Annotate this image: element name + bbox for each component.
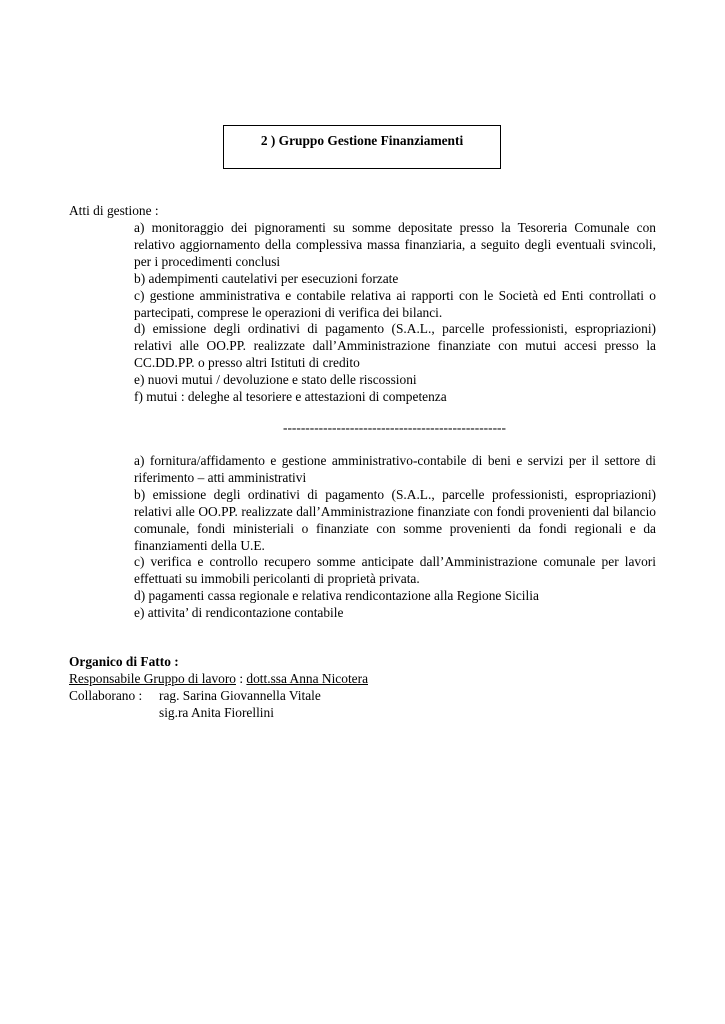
atti-label: Atti di gestione : xyxy=(69,203,159,218)
organico-heading: Organico di Fatto : xyxy=(69,654,179,669)
title-box xyxy=(223,125,501,169)
section2-item: b) emissione degli ordinativi di pagamento (S.A.L., parcelle professionisti, espropriazioni) relativi alle OO.PP. realizzate dall’Amministrazione finanziate con fondi provenienti dal bilancio comunale, fondi ministeriali o finanziate con somme provenienti da fondi regionali e da finanziamenti della U.E. xyxy=(134,486,656,553)
section2-list xyxy=(134,453,656,622)
responsabile-line xyxy=(69,671,589,688)
separator-line: -------------------------------------------------- xyxy=(283,420,506,435)
section1-item: f) mutui : deleghe al tesoriere e attestazioni di competenza xyxy=(134,389,447,405)
section1-item: d) emissione degli ordinativi di pagamento (S.A.L., parcelle professionisti, espropriazioni) relativi alle OO.PP. realizzate dall’Amministrazione finanziate con mutui accesi presso la CC.DD.PP. o presso altri Istituti di credito xyxy=(134,321,656,371)
section1-list xyxy=(134,220,656,406)
collaborano-row xyxy=(69,688,589,722)
page-title: 2 ) Gruppo Gestione Finanziamenti xyxy=(260,133,464,148)
section2-item: e) attivita’ di rendicontazione contabile xyxy=(134,605,344,621)
section1-item: e) nuovi mutui / devoluzione e stato delle riscossioni xyxy=(134,372,417,388)
responsabile-name: dott.ssa Anna Nicotera xyxy=(246,670,369,686)
responsabile-label: Responsabile Gruppo di lavoro xyxy=(69,670,236,686)
section1-item: c) gestione amministrativa e contabile relativa ai rapporti con le Società ed Enti controllati o partecipati, comprese le operazioni di verifica dei bilanci. xyxy=(134,287,656,320)
section2-item: a) fornitura/affidamento e gestione amministrativo-contabile di beni e servizi per il settore di riferimento – atti amministrativi xyxy=(134,453,656,485)
collaboratore-name: sig.ra Anita Fiorellini xyxy=(159,704,274,720)
responsabile-sep: : xyxy=(235,670,247,686)
collaborano-label: Collaborano : xyxy=(69,687,143,703)
collaboratore-name: rag. Sarina Giovannella Vitale xyxy=(159,687,321,703)
organico-section xyxy=(69,654,589,722)
collaboratori-list xyxy=(159,688,321,722)
section2-item: d) pagamenti cassa regionale e relativa rendicontazione alla Regione Sicilia xyxy=(134,588,539,604)
section2-item: c) verifica e controllo recupero somme anticipate dall’Amministrazione comunale per lavori effettuati su immobili pericolanti di proprietà privata. xyxy=(134,554,656,587)
section1-item: a) monitoraggio dei pignoramenti su somme depositate presso la Tesoreria Comunale con relativo aggiornamento della complessiva massa finanziaria, a seguito degli eventuali svincoli, per i procedimenti conclusi xyxy=(134,220,656,269)
section1-item: b) adempimenti cautelativi per esecuzioni forzate xyxy=(134,270,399,286)
